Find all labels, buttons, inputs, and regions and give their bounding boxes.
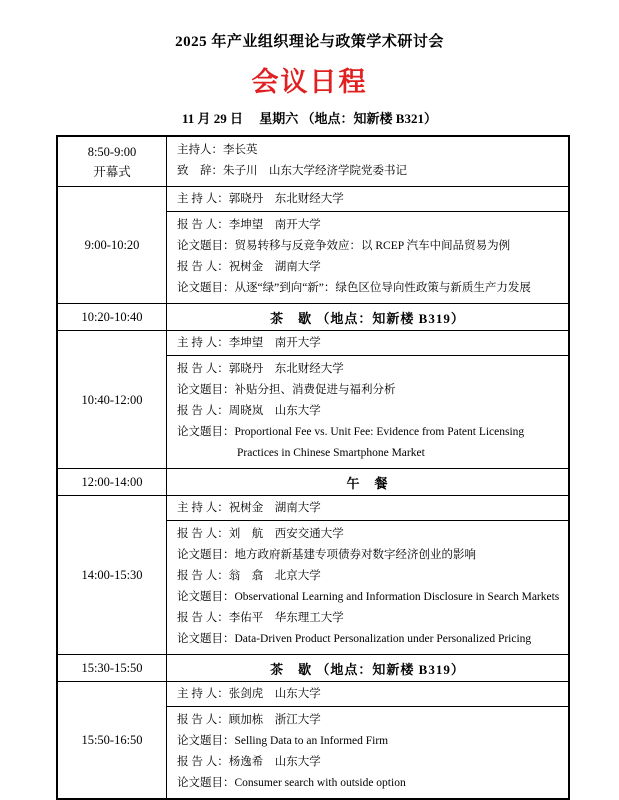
- schedule-table: [56, 135, 570, 800]
- paper-title-line: 论文题目：Observational Learning and Information Disclosure in Search Markets: [177, 591, 560, 603]
- paper-title-line: 论文题目：Selling Data to an Informed Firm: [177, 735, 389, 747]
- time-cell: [58, 469, 167, 495]
- time-range: 15:30-15:50: [81, 661, 143, 675]
- break-label: 茶 歇 （地点：知新楼 B319）: [270, 661, 465, 677]
- time-range: 12:00-14:00: [81, 475, 143, 489]
- session-lines: [167, 212, 568, 303]
- schedule-row-break: [58, 468, 568, 495]
- session-line: 报 告 人：翁 翕 北京大学: [177, 570, 321, 582]
- session-lines: [167, 707, 568, 798]
- date-location: 11 月 29 日 星期六 （地点：知新楼 B321）: [182, 111, 437, 126]
- session-line: 报 告 人：刘 航 西安交通大学: [177, 528, 344, 540]
- session-line: 致 辞：朱子川 山东大学经济学院党委书记: [177, 165, 407, 177]
- time-cell: [58, 304, 167, 330]
- chair-line: 主 持 人：李坤望 南开大学: [167, 331, 568, 356]
- time-cell: [58, 496, 167, 654]
- session-line: 报 告 人：李坤望 南开大学: [177, 219, 321, 231]
- time-cell: [58, 331, 167, 468]
- chair-line: 主 持 人：祝树金 湖南大学: [167, 496, 568, 521]
- paper-title-line: 论文题目：Proportional Fee vs. Unit Fee: Evidence from Patent Licensing Practices in Chinese Smartphone Market: [177, 426, 525, 459]
- session-line: 报 告 人：郭晓丹 东北财经大学: [177, 363, 344, 375]
- time-cell: [58, 682, 167, 798]
- time-cell: [58, 137, 167, 186]
- agenda-title: 会议日程: [251, 67, 368, 97]
- session-lines: [167, 356, 568, 468]
- paper-title-line: 论文题目：从逐“绿”到向“新”：绿色区位导向性政策与新质生产力发展: [177, 282, 531, 294]
- session-lines: [167, 137, 568, 186]
- schedule-row-break: [58, 654, 568, 681]
- session-line: 报 告 人：杨逸希 山东大学: [177, 756, 321, 768]
- session-line: 报 告 人：顾加栋 浙江大学: [177, 714, 321, 726]
- chair-line: 主 持 人：郭晓丹 东北财经大学: [167, 187, 568, 212]
- time-cell: [58, 655, 167, 681]
- time-range: 8:50-9:00: [87, 144, 137, 159]
- paper-title-line: 论文题目：贸易转移与反竞争效应：以 RCEP 汽车中间品贸易为例: [177, 240, 511, 252]
- paper-title-line: 论文题目：补贴分担、消费促进与福利分析: [177, 384, 396, 396]
- session-line: 报 告 人：祝树金 湖南大学: [177, 261, 321, 273]
- schedule-row-opening: [58, 137, 568, 186]
- time-range: 14:00-15:30: [81, 568, 143, 582]
- break-label: 茶 歇 （地点：知新楼 B319）: [270, 310, 465, 326]
- time-label: 开幕式: [93, 164, 131, 179]
- paper-title-line: 论文题目：地方政府新基建专项债券对数字经济创业的影响: [177, 549, 476, 561]
- session-content: [167, 496, 568, 654]
- paper-title-line: 论文题目：Consumer search with outside option: [177, 777, 406, 789]
- schedule-row-session: [58, 186, 568, 303]
- schedule-row-break: [58, 303, 568, 330]
- time-range: 9:00-10:20: [84, 238, 140, 252]
- session-lines: [167, 521, 568, 654]
- schedule-row-session: [58, 681, 568, 798]
- session-content: [167, 682, 568, 798]
- time-range: 10:40-12:00: [81, 392, 143, 407]
- session-content: [167, 187, 568, 303]
- schedule-row-session: [58, 495, 568, 654]
- break-label: 午 餐: [346, 475, 389, 491]
- paper-title-line: 论文题目：Data-Driven Product Personalization under Personalized Pricing: [177, 633, 532, 645]
- time-range: 10:20-10:40: [81, 310, 143, 324]
- session-line: 报 告 人：周晓岚 山东大学: [177, 405, 321, 417]
- conference-title: 2025 年产业组织理论与政策学术研讨会: [175, 34, 444, 50]
- session-content: [167, 331, 568, 468]
- session-line: 主持人：李长英: [177, 144, 258, 156]
- time-cell: [58, 187, 167, 303]
- time-range: 15:50-16:50: [81, 733, 143, 747]
- session-line: 报 告 人：李佑平 华东理工大学: [177, 612, 344, 624]
- chair-line: 主 持 人：张剑虎 山东大学: [167, 682, 568, 707]
- session-content: [167, 137, 568, 186]
- schedule-row-session: [58, 330, 568, 468]
